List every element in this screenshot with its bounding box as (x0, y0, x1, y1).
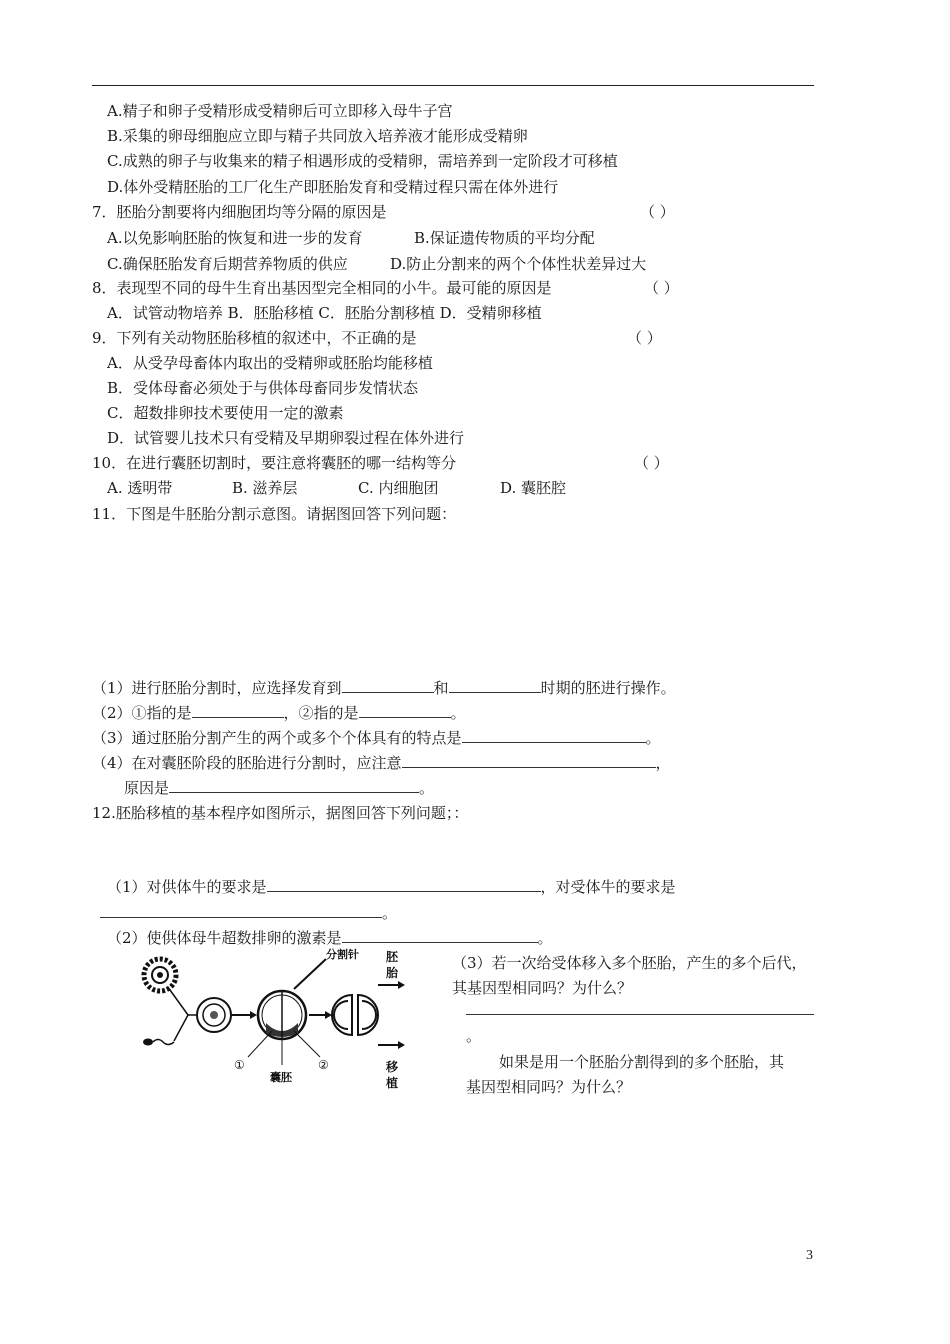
marker-2: ② (318, 1058, 329, 1072)
q6-option-d: D.体外受精胚胎的工厂化生产即胚胎发育和受精过程只需在体外进行 (107, 178, 559, 196)
split-needle-line (294, 959, 326, 989)
q9-option-d: D．试管婴儿技术只有受精及早期卵裂过程在体外进行 (107, 429, 465, 447)
q11-sub2-text-a: （2）①指的是 (92, 704, 192, 722)
split-embryo-halves-icon (332, 995, 378, 1035)
q7-stem: 7．胚胎分割要将内细胞团均等分隔的原因是 (92, 203, 387, 221)
q12-sub3-end: 。 (466, 1027, 482, 1045)
q10-option-c: C. 内细胞团 (358, 479, 439, 497)
q7-answer-paren: （ ） (640, 203, 675, 221)
q11-sub3-blank[interactable] (462, 728, 646, 743)
embryo-splitting-figure (130, 945, 420, 1095)
q12-sub2-blank[interactable] (342, 928, 538, 943)
q11-sub4-reason (124, 778, 434, 798)
marker-line (248, 1031, 272, 1057)
q12-sub3-line1: （3）若一次给受体移入多个胚胎，产生的多个后代， (452, 954, 807, 972)
q11-sub1-text-b: 和 (433, 679, 449, 697)
embryo-label-2: 胎 (386, 966, 399, 980)
marker-line (294, 1031, 320, 1057)
q9-option-a: A．从受孕母畜体内取出的受精卵或胚胎均能移植 (107, 354, 433, 372)
arrow-head (250, 1011, 257, 1019)
q12-sub4-line1: 如果是用一个胚胎分割得到的多个胚胎，其 (499, 1053, 785, 1071)
q11-sub4-text-d: 。 (419, 779, 435, 797)
q11-sub2-text-c: 。 (450, 704, 466, 722)
q12-sub3-answer-line[interactable] (466, 1014, 814, 1015)
transfer-label-2: 植 (386, 1076, 399, 1090)
q11-stem: 11．下图是牛胚胎分割示意图。请据图回答下列问题： (92, 505, 457, 523)
q11-sub4 (92, 753, 671, 773)
transfer-label-1: 移 (386, 1060, 399, 1074)
q12-sub3-line2: 其基因型相同吗？为什么？ (452, 979, 633, 997)
arrow-head (398, 1041, 405, 1049)
sperm-icon (143, 1039, 174, 1046)
arrow-line (170, 990, 188, 1015)
q12-sub1 (107, 877, 676, 897)
q12-sub2-text-b: 。 (537, 929, 553, 947)
q11-sub2 (92, 703, 466, 723)
q11-sub4-blank-1[interactable] (402, 753, 656, 768)
q11-sub1-blank-1[interactable] (342, 678, 434, 693)
q8-options: A．试管动物培养 B．胚胎移植 C．胚胎分割移植 D．受精卵移植 (107, 304, 542, 322)
q6-option-b: B.采集的卵母细胞应立即与精子共同放入培养液才能形成受精卵 (107, 127, 528, 145)
q11-sub4-text-b: ， (655, 754, 671, 772)
q11-sub2-text-b: ，②指的是 (283, 704, 359, 722)
q7-option-b: B.保证遗传物质的平均分配 (414, 229, 595, 247)
zygote-icon (197, 998, 231, 1032)
q10-option-b: B. 滋养层 (232, 479, 298, 497)
q8-answer-paren: （ ） (644, 279, 679, 297)
q11-sub2-blank-1[interactable] (192, 703, 284, 718)
q11-sub1-text-a: （1）进行胚胎分割时，应选择发育到 (92, 679, 342, 697)
q6-option-a: A.精子和卵子受精形成受精卵后可立即移入母牛子宫 (107, 102, 453, 120)
q11-sub3-text-a: （3）通过胚胎分割产生的两个或多个个体具有的特点是 (92, 729, 462, 747)
q11-sub1-blank-2[interactable] (449, 678, 541, 693)
q8-stem: 8．表现型不同的母牛生育出基因型完全相同的小牛。最可能的原因是 (92, 279, 552, 297)
arrow-head (325, 1011, 332, 1019)
q12-sub1-cont (100, 903, 397, 923)
q7-option-c: C.确保胚胎发育后期营养物质的供应 (107, 255, 348, 273)
q7-option-a: A.以免影响胚胎的恢复和进一步的发育 (107, 229, 363, 247)
q10-stem: 10．在进行囊胚切割时，要注意将囊胚的哪一结构等分 (92, 454, 457, 472)
q12-sub1-text-c: 。 (382, 904, 398, 922)
q7-option-d: D.防止分割来的两个个体性状差异过大 (390, 255, 647, 273)
q11-sub1 (92, 678, 676, 698)
q9-option-c: C．超数排卵技术要使用一定的激素 (107, 404, 344, 422)
q11-sub4-text-a: （4）在对囊胚阶段的胚胎进行分割时，应注意 (92, 754, 402, 772)
q11-sub3-text-b: 。 (645, 729, 661, 747)
q11-sub1-text-c: 时期的胚进行操作。 (540, 679, 676, 697)
q10-option-a: A. 透明带 (107, 479, 173, 497)
arrow-line (174, 1015, 188, 1041)
q9-answer-paren: （ ） (627, 329, 662, 347)
q11-sub3 (92, 728, 661, 748)
oocyte-icon (144, 959, 176, 991)
q12-sub1-text-a: （1）对供体牛的要求是 (107, 878, 267, 896)
q9-stem: 9．下列有关动物胚胎移植的叙述中，不正确的是 (92, 329, 417, 347)
q10-option-d: D. 囊胚腔 (500, 479, 567, 497)
embryo-label-1: 胚 (386, 950, 399, 964)
q9-option-b: B．受体母畜必须处于与供体母畜同步发情状态 (107, 379, 419, 397)
q11-sub4-blank-2[interactable] (169, 778, 419, 793)
page-number: 3 (806, 1248, 813, 1263)
q11-sub2-blank-2[interactable] (359, 703, 451, 718)
q12-sub2-text-a: （2）使供体母牛超数排卵的激素是 (107, 929, 342, 947)
q12-sub1-blank-1[interactable] (267, 877, 541, 892)
blastocyst-icon (258, 991, 306, 1039)
needle-label: 分割针 (326, 948, 359, 961)
q11-sub4-text-c: 原因是 (124, 779, 170, 797)
q12-sub1-text-b: ，对受体牛的要求是 (540, 878, 676, 896)
q6-option-c: C.成熟的卵子与收集来的精子相遇形成的受精卵，需培养到一定阶段才可移植 (107, 152, 618, 170)
header-rule (92, 85, 814, 86)
q10-answer-paren: （ ） (634, 454, 669, 472)
arrow-head (398, 981, 405, 989)
blastocyst-label: 囊胚 (270, 1071, 292, 1084)
q12-stem: 12.胚胎移植的基本程序如图所示，据图回答下列问题；： (92, 804, 469, 822)
q12-sub4-line2: 基因型相同吗？为什么？ (466, 1078, 632, 1096)
marker-1: ① (234, 1058, 245, 1072)
q12-sub1-blank-2[interactable] (100, 903, 382, 918)
